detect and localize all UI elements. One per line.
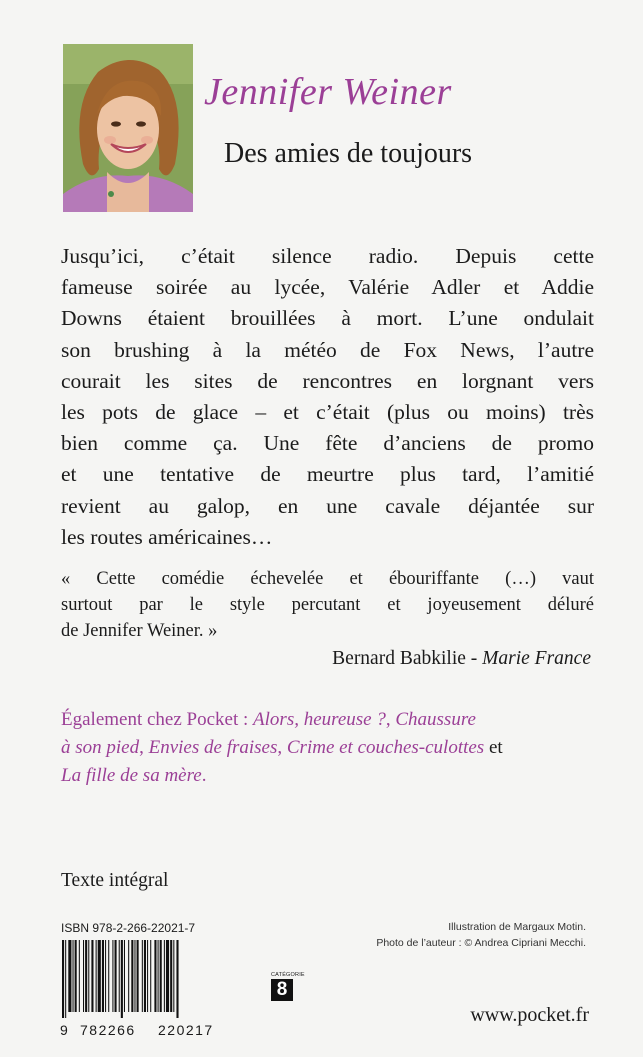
barcode-bar xyxy=(166,940,169,1012)
also-separator: , xyxy=(277,737,287,758)
barcode-bar xyxy=(170,940,172,1012)
press-quote xyxy=(61,566,594,644)
category-badge xyxy=(271,972,305,1001)
also-book: à son pied xyxy=(61,737,140,758)
barcode-bar xyxy=(112,940,113,1012)
barcode-bar xyxy=(134,940,135,1012)
barcode xyxy=(60,940,230,1018)
quote-dash: - xyxy=(465,648,483,669)
publisher-website: www.pocket.fr xyxy=(470,1004,589,1026)
also-by-author xyxy=(61,706,594,790)
quote-source: Marie France xyxy=(482,648,591,669)
credits xyxy=(376,919,586,951)
also-and: et xyxy=(484,737,503,758)
also-line xyxy=(61,734,594,762)
quote-attribution xyxy=(332,648,591,670)
barcode-bar xyxy=(105,940,106,1012)
quote-line: « Cette comédie échevelée et ébouriffante (…) vaut xyxy=(61,569,594,589)
also-book: Envies de fraises xyxy=(148,737,278,758)
barcode-bar xyxy=(91,940,93,1012)
barcode-bar xyxy=(88,940,89,1012)
quote-line: surtout par le style percutant et joyeusement déluré xyxy=(61,595,594,615)
barcode-bar xyxy=(164,940,165,1012)
barcode-bar xyxy=(79,940,80,1012)
also-separator: , xyxy=(139,737,149,758)
barcode-bar xyxy=(124,940,125,1012)
also-end: . xyxy=(201,765,207,786)
isbn-label: ISBN 978-2-266-22021-7 xyxy=(61,921,196,935)
barcode-bar xyxy=(160,940,162,1012)
barcode-bar xyxy=(147,940,148,1012)
barcode-bar xyxy=(102,940,104,1012)
category-label: CATÉGORIE xyxy=(271,972,305,978)
also-book: Alors, heureuse ? xyxy=(253,709,386,730)
blurb-line: Downs étaient brouillées à mort. L’une ondulait xyxy=(61,306,594,331)
barcode-bar xyxy=(85,940,87,1012)
barcode-digits-right: 220217 xyxy=(158,1022,214,1038)
also-book: Crime et couches-culottes xyxy=(286,737,485,758)
also-line xyxy=(61,762,594,790)
barcode-bar xyxy=(98,940,101,1012)
barcode-bar xyxy=(96,940,97,1012)
blurb-paragraph xyxy=(61,241,594,553)
barcode-bar xyxy=(173,940,174,1012)
edition-note: Texte intégral xyxy=(61,870,169,891)
blurb-line: les routes américaines… xyxy=(61,524,273,549)
barcode-bar xyxy=(75,940,77,1012)
barcode-bar xyxy=(150,940,151,1012)
barcode-bar xyxy=(128,940,129,1012)
credit-illustration: Illustration de Margaux Motin. xyxy=(448,921,586,933)
blurb-line: bien comme ça. Une fête d’anciens de promo xyxy=(61,431,594,456)
also-separator: , xyxy=(385,709,396,730)
quote-line: de Jennifer Weiner. » xyxy=(61,621,218,641)
barcode-bar xyxy=(73,940,74,1012)
category-number: 8 xyxy=(271,979,293,1001)
barcode-bar xyxy=(62,940,64,1018)
quote-author: Bernard Babkilie xyxy=(332,648,466,669)
barcode-bar xyxy=(131,940,133,1012)
barcode-digits-left: 782266 xyxy=(80,1022,136,1038)
blurb-line: courait les sites de rencontres en lorgnant vers xyxy=(61,368,594,393)
barcode-bar xyxy=(176,940,178,1018)
blurb-line: les pots de glace – et c’était (plus ou moins) très xyxy=(61,400,594,425)
also-book: Chaussure xyxy=(395,709,476,730)
author-name: Jennifer Weiner xyxy=(204,71,452,113)
author-portrait-image xyxy=(63,44,193,212)
barcode-bar xyxy=(68,940,71,1012)
blurb-line: fameuse soirée au lycée, Valérie Adler et Addie xyxy=(61,275,594,300)
also-book: La fille de sa mère xyxy=(61,765,202,786)
barcode-digit-first: 9 xyxy=(60,1022,70,1038)
blurb-line: revient au galop, en une cavale déjantée sur xyxy=(61,493,594,518)
blurb-line: et une tentative de meurtre plus tard, l’amitié xyxy=(61,462,594,487)
also-prefix: Également chez Pocket : xyxy=(61,709,254,730)
barcode-bar xyxy=(142,940,143,1012)
barcode-bar xyxy=(108,940,109,1012)
barcode-bar xyxy=(158,940,159,1012)
blurb-line: son brushing à la météo de Fox News, l’autre xyxy=(61,337,594,362)
barcode-bar xyxy=(65,940,66,1018)
barcode-bar xyxy=(121,940,123,1018)
barcode-bar xyxy=(137,940,139,1012)
barcode-bar xyxy=(154,940,156,1012)
also-line xyxy=(61,706,594,734)
barcode-bar xyxy=(144,940,146,1012)
credit-photo: Photo de l’auteur : © Andrea Cipriani Mecchi. xyxy=(376,937,586,949)
author-photo xyxy=(63,44,193,212)
barcode-bar xyxy=(115,940,117,1012)
barcode-bar xyxy=(119,940,120,1012)
blurb-line: Jusqu’ici, c’était silence radio. Depuis cette xyxy=(61,244,594,268)
book-title: Des amies de toujours xyxy=(224,138,473,169)
barcode-bar xyxy=(83,940,84,1012)
